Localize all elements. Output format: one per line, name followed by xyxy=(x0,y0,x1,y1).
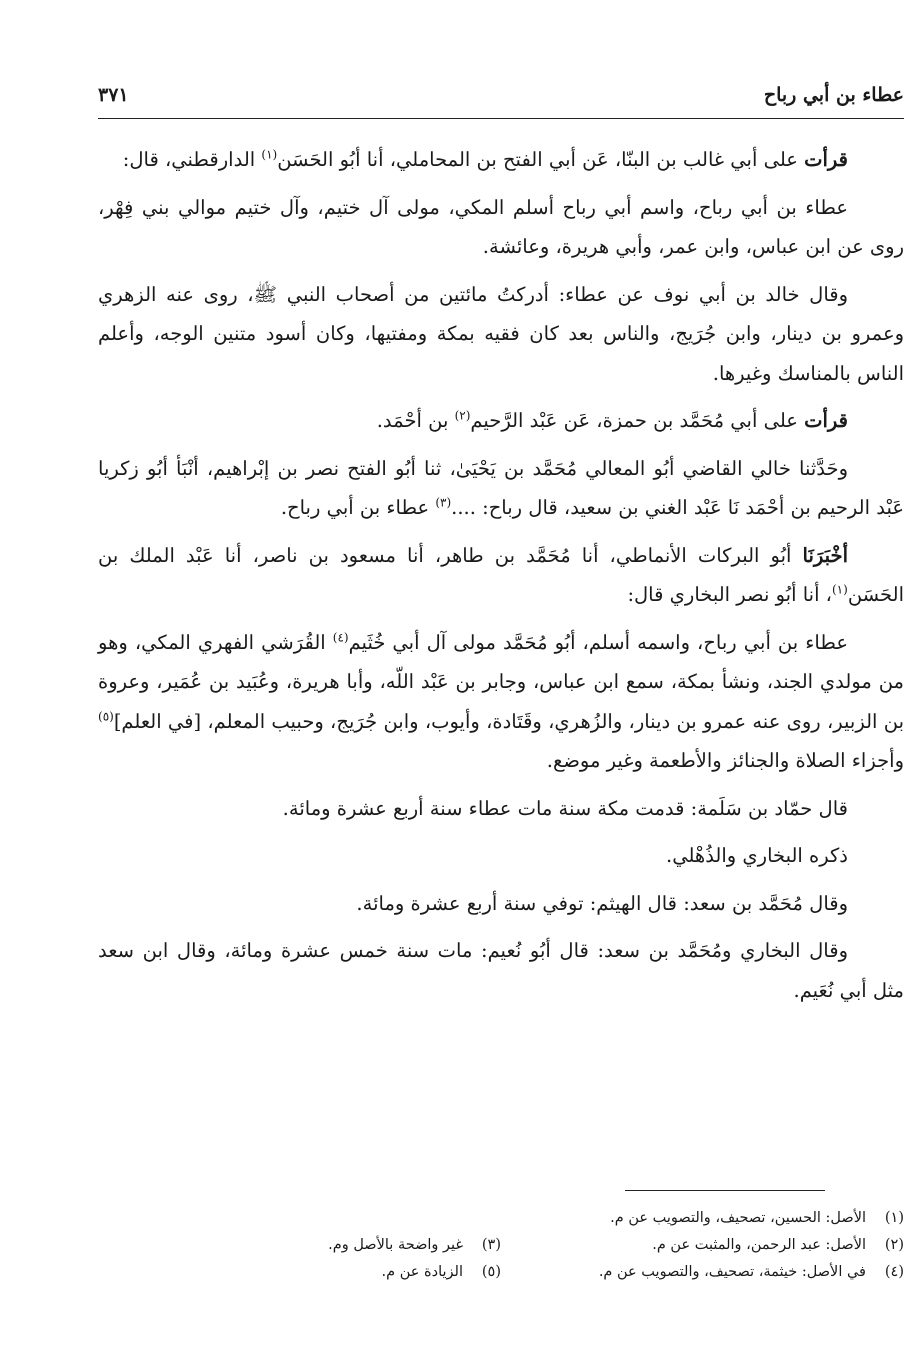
isnad-keyword: أخْبَرَنَا xyxy=(802,543,848,567)
isnad-keyword: قرأت xyxy=(804,409,848,432)
isnad-keyword: قرأت xyxy=(804,148,848,171)
paragraph-text: وقال مُحَمَّد بن سعد: قال الهيثم: توفي سنة أربع عشرة ومائة. xyxy=(356,891,848,915)
paragraph-text: وحَدَّثنا خالي القاضي أبُو المعالي مُحَمَّد بن يَحْيَىٰ، ثنا أبُو الفتح نصر بن إبْراهيم، أنْبَأ أبُو زكريا عَبْد الرحيم بن أحْمَد نَا عَبْد الغني بن سعيد، قال رباح: .... xyxy=(98,456,904,519)
footnote-text: الأصل: عبد الرحمن، والمثبت عن م. xyxy=(652,1237,866,1253)
paragraph-text: على أبي مُحَمَّد بن حمزة، عَن عَبْد الرَّحيم xyxy=(470,409,805,432)
paragraph xyxy=(98,188,904,267)
paragraph xyxy=(98,140,904,180)
footnote-row xyxy=(98,1205,904,1232)
paragraph xyxy=(98,401,904,441)
paragraph-text: وقال خالد بن أبي نوف عن عطاء: أدركتُ مائتين من أصحاب النبي ﷺ، روى عنه الزهري وعمرو بن دينار، وابن جُرَيج، والناس بعد كان فقيه بمكة ومفتيها، وكان أسود متنين الوجه، وأعلم الناس بالمناسك وغيرها. xyxy=(98,282,904,385)
footnote-5 xyxy=(98,1259,501,1286)
footnote-ref: (٤) xyxy=(332,630,349,644)
paragraph-text: وأجزاء الصلاة والجنائز والأطعمة وغير موضع. xyxy=(546,749,904,772)
paragraph-text: القُرَشي الفهري المكي، وهو من مولدي الجند، ونشأ بمكة، سمع ابن عباس، وجابر بن عَبْد اللّه، وأبا هريرة، وعُبَيد بن عُمَير، وعروة بن الزبير، روى عنه عمرو بن دينار، والزُهري، وقَتَادة، وأيوب، وابن جُرَيج، وحبيب المعلم، [في العلم] xyxy=(98,630,904,733)
paragraph xyxy=(98,536,904,615)
footnote-ref: (١) xyxy=(261,147,278,162)
paragraph-text: ، أنا أبُو نصر البخاري قال: xyxy=(627,583,832,606)
page-number: ٣٧١ xyxy=(98,84,129,106)
footnote-text: في الأصل: خيثمة، تصحيف، والتصويب عن م. xyxy=(598,1264,866,1280)
footnote-ref: (٥) xyxy=(98,709,114,723)
footnote-ref: (٣) xyxy=(435,495,452,510)
paragraph-text: أبُو البركات الأنماطي، أنا مُحَمَّد بن طاهر، أنا مسعود بن ناصر، أنا عَبْد الملك بن الحَسَن xyxy=(98,543,904,606)
footnote-ref: (٢) xyxy=(454,408,471,423)
footnote-divider xyxy=(625,1190,825,1191)
paragraph xyxy=(98,836,904,876)
paragraph xyxy=(98,275,904,394)
footnote-number: (٣) xyxy=(481,1237,501,1253)
footnote-ref: (١) xyxy=(831,582,848,597)
footnote-text: الأصل: الحسين، تصحيف، والتصويب عن م. xyxy=(610,1210,866,1226)
paragraph-text: بن أحْمَد. xyxy=(376,409,455,432)
footnote-row xyxy=(98,1259,904,1286)
footnote-number: (٢) xyxy=(884,1237,904,1253)
running-header xyxy=(98,84,904,119)
paragraph-text: عطاء بن أبي رباح، واسم أبي رباح أسلم المكي، مولى آل ختيم، وآل ختيم موالي بني فِهْر، روى عن ابن عباس، وابن عمر، وأبي هريرة، وعائشة. xyxy=(98,195,904,258)
footnote-text: الزيادة عن م. xyxy=(381,1264,463,1280)
main-text xyxy=(98,140,904,1018)
footnote-row xyxy=(98,1232,904,1259)
footnote-number: (١) xyxy=(884,1210,904,1226)
paragraph-text: على أبي غالب بن البنّا، عَن أبي الفتح بن المحاملي، أنا أبُو الحَسَن xyxy=(277,148,805,171)
paragraph xyxy=(98,623,904,781)
footnote-4 xyxy=(501,1259,904,1286)
paragraph-text: قال حمّاد بن سَلَمة: قدمت مكة سنة مات عطاء سنة أربع عشرة ومائة. xyxy=(282,796,848,820)
footnotes xyxy=(98,1205,904,1286)
footnote-3 xyxy=(98,1232,501,1259)
running-title: عطاء بن أبي رباح xyxy=(763,84,904,106)
footnote-1 xyxy=(501,1205,904,1232)
paragraph xyxy=(98,449,904,528)
paragraph-text: عطاء بن أبي رباح، واسمه أسلم، أبُو مُحَمَّد مولى آل أبي خُثَيم xyxy=(348,630,848,654)
paragraph xyxy=(98,789,904,829)
paragraph xyxy=(98,884,904,924)
paragraph-text: وقال البخاري ومُحَمَّد بن سعد: قال أبُو نُعيم: مات سنة خمس عشرة ومائة، وقال ابن سعد مثل أبي نُعَيم. xyxy=(98,939,904,1002)
footnote-number: (٥) xyxy=(481,1264,501,1280)
footnote-text: غير واضحة بالأصل وم. xyxy=(328,1237,463,1253)
paragraph-text: عطاء بن أبي رباح. xyxy=(280,496,436,519)
paragraph-text: الدارقطني، قال: xyxy=(122,148,262,171)
paragraph xyxy=(98,931,904,1010)
footnote-number: (٤) xyxy=(884,1264,904,1280)
paragraph-text: ذكره البخاري والذُهْلي. xyxy=(666,844,848,867)
footnote-2 xyxy=(501,1232,904,1259)
